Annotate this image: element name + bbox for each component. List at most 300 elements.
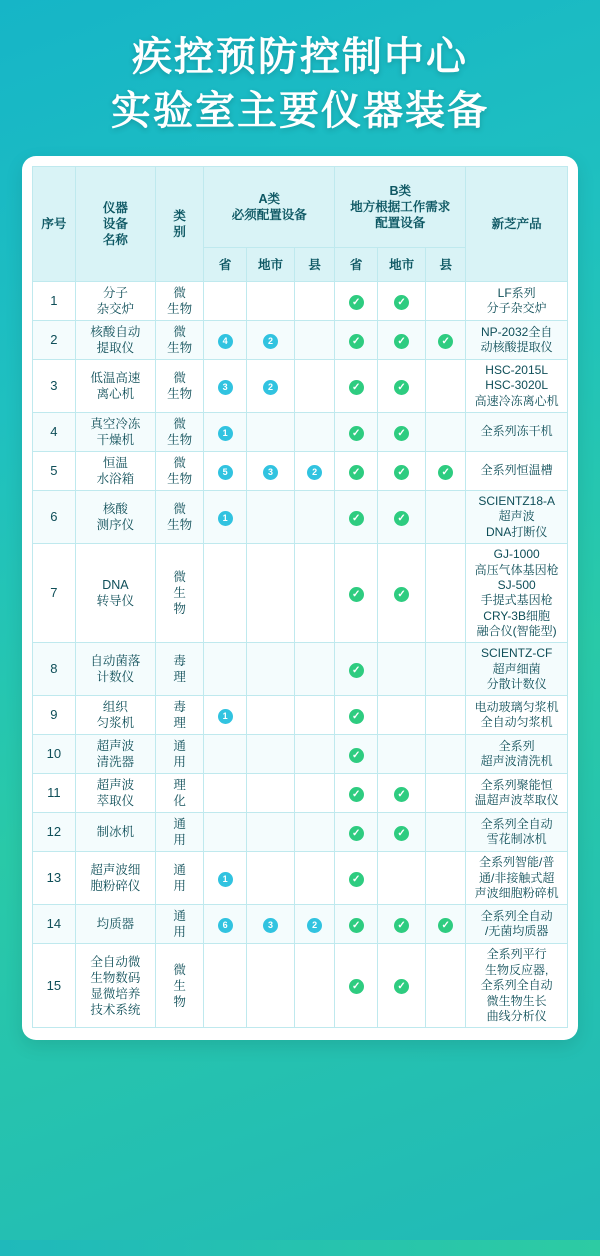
- product-line: 动核酸提取仪: [480, 340, 553, 354]
- product-line: 微生物生长: [486, 993, 547, 1008]
- cell-a-province: [204, 544, 247, 643]
- cell-b-province: [335, 735, 378, 774]
- table-row: [33, 944, 568, 1028]
- bottom-bar: [0, 1240, 600, 1256]
- cell-b-city: [378, 413, 426, 452]
- check-icon: ✓: [394, 511, 409, 526]
- equipment-name-line: 低温高速: [90, 371, 141, 386]
- product-line: SCIENTZ18-A: [478, 494, 555, 509]
- cell-a-city: [246, 696, 294, 735]
- category-line: 生物: [167, 302, 193, 316]
- cell-equipment-name: [75, 696, 155, 735]
- cell-a-province: [204, 774, 247, 813]
- table-head: [33, 167, 568, 282]
- category-line: 毒: [173, 700, 186, 715]
- cell-b-city: [378, 643, 426, 696]
- cell-equipment-name: [75, 735, 155, 774]
- count-badge: 6: [218, 918, 233, 933]
- cell-b-city: [378, 852, 426, 905]
- cell-a-city: [246, 813, 294, 852]
- check-icon: ✓: [349, 426, 364, 441]
- check-icon: ✓: [349, 380, 364, 395]
- cell-b-province: [335, 452, 378, 491]
- product-line: NP-2032全自: [480, 324, 553, 339]
- equipment-name-line: 转导仪: [96, 594, 135, 609]
- check-icon: ✓: [394, 380, 409, 395]
- cell-product: [466, 774, 568, 813]
- header-product: 新芝产品: [466, 167, 568, 282]
- cell-category: [156, 813, 204, 852]
- cell-equipment-name: [75, 643, 155, 696]
- table-row: [33, 643, 568, 696]
- cell-category: [156, 452, 204, 491]
- table-row: [33, 813, 568, 852]
- equipment-name-line: 全自动微: [90, 954, 141, 969]
- equipment-name-line: 杂交炉: [96, 302, 135, 316]
- check-icon: ✓: [394, 979, 409, 994]
- table-row: [33, 905, 568, 944]
- cell-category: [156, 852, 204, 905]
- cell-equipment-name: [75, 544, 155, 643]
- cell-equipment-name: [75, 282, 155, 321]
- header-group-a-line-1: A类: [258, 192, 280, 207]
- check-icon: ✓: [349, 787, 364, 802]
- header-b-city: 地市: [378, 248, 426, 282]
- cell-product: [466, 643, 568, 696]
- equipment-name-line: 制冰机: [96, 825, 135, 840]
- product-line: 超声细菌: [492, 661, 541, 676]
- cell-a-county: [295, 544, 335, 643]
- category-line: 生: [173, 586, 186, 601]
- cell-a-county: [295, 282, 335, 321]
- cell-product: [466, 360, 568, 413]
- category-line: 用: [173, 755, 186, 770]
- cell-no: 6: [33, 491, 76, 544]
- check-icon: ✓: [394, 426, 409, 441]
- cell-product: [466, 282, 568, 321]
- cell-a-province: [204, 696, 247, 735]
- check-icon: ✓: [349, 826, 364, 841]
- header-a-city: 地市: [246, 248, 294, 282]
- cell-a-city: [246, 774, 294, 813]
- cell-a-province: [204, 413, 247, 452]
- cell-equipment-name: [75, 491, 155, 544]
- cell-b-city: [378, 544, 426, 643]
- cell-b-province: [335, 905, 378, 944]
- category-line: 微: [173, 325, 186, 339]
- table-row: [33, 452, 568, 491]
- cell-equipment-name: [75, 774, 155, 813]
- equipment-name-line: 均质器: [96, 917, 135, 932]
- cell-b-county: [426, 282, 466, 321]
- count-badge: 1: [218, 511, 233, 526]
- check-icon: ✓: [438, 334, 453, 349]
- cell-b-county: [426, 360, 466, 413]
- product-line: 全系列平行: [486, 947, 547, 962]
- category-line: 通: [173, 909, 186, 924]
- cell-b-province: [335, 643, 378, 696]
- check-icon: ✓: [349, 748, 364, 763]
- header-name: [75, 167, 155, 282]
- product-line: 全系列恒温槽: [480, 463, 553, 478]
- check-icon: ✓: [394, 918, 409, 933]
- category-line: 理: [173, 716, 186, 731]
- cell-product: [466, 905, 568, 944]
- table-row: [33, 360, 568, 413]
- category-line: 通: [173, 863, 186, 878]
- cell-a-province: [204, 360, 247, 413]
- cell-a-county: [295, 491, 335, 544]
- table-body: [33, 282, 568, 1028]
- product-line: /无菌均质器: [484, 924, 549, 939]
- cell-a-city: [246, 852, 294, 905]
- cell-b-city: [378, 905, 426, 944]
- check-icon: ✓: [438, 465, 453, 480]
- cell-equipment-name: [75, 321, 155, 360]
- product-line: DNA打断仪: [485, 524, 548, 539]
- product-line: 雪花制冰机: [486, 832, 547, 847]
- cell-b-province: [335, 813, 378, 852]
- cell-no: 2: [33, 321, 76, 360]
- cell-b-county: [426, 491, 466, 544]
- equipment-name-line: 提取仪: [96, 341, 135, 355]
- cell-a-province: [204, 491, 247, 544]
- equipment-name-line: 分子: [102, 286, 128, 300]
- cell-a-province: [204, 905, 247, 944]
- cell-a-province: [204, 944, 247, 1028]
- equipment-name-line: 超声波: [96, 778, 135, 793]
- table-row: [33, 696, 568, 735]
- equipment-name-line: 超声波细: [90, 863, 141, 878]
- count-badge: 5: [218, 465, 233, 480]
- cell-category: [156, 774, 204, 813]
- product-line: 超声波清洗机: [480, 754, 553, 769]
- equipment-name-line: 显微培养: [90, 986, 141, 1001]
- cell-no: 8: [33, 643, 76, 696]
- product-line: 融合仪(智能型): [476, 623, 557, 638]
- count-badge: 2: [307, 918, 322, 933]
- count-badge: 1: [218, 426, 233, 441]
- table-row: [33, 735, 568, 774]
- category-line: 通: [173, 817, 186, 832]
- cell-b-city: [378, 735, 426, 774]
- product-line: 全系列冻干机: [480, 424, 553, 439]
- check-icon: ✓: [394, 334, 409, 349]
- cell-no: 5: [33, 452, 76, 491]
- cell-b-city: [378, 944, 426, 1028]
- table-row: [33, 491, 568, 544]
- product-line: 曲线分析仪: [486, 1008, 547, 1023]
- cell-b-county: [426, 452, 466, 491]
- check-icon: ✓: [349, 334, 364, 349]
- cell-b-city: [378, 360, 426, 413]
- cell-category: [156, 643, 204, 696]
- product-line: 全系列: [498, 739, 535, 754]
- header-name-line-3: 名称: [102, 233, 128, 247]
- cell-b-province: [335, 544, 378, 643]
- cell-category: [156, 413, 204, 452]
- cell-b-province: [335, 774, 378, 813]
- cell-category: [156, 491, 204, 544]
- header-name-line-1: 仪器: [102, 201, 128, 215]
- cell-product: [466, 735, 568, 774]
- cell-equipment-name: [75, 905, 155, 944]
- check-icon: ✓: [349, 918, 364, 933]
- cell-b-city: [378, 696, 426, 735]
- equipment-name-line: 计数仪: [96, 670, 135, 685]
- check-icon: ✓: [349, 295, 364, 310]
- table-row: [33, 852, 568, 905]
- product-line: 全系列全自动: [480, 817, 553, 832]
- cell-a-county: [295, 905, 335, 944]
- check-icon: ✓: [349, 872, 364, 887]
- category-line: 用: [173, 833, 186, 848]
- equipment-name-line: 清洗器: [96, 755, 135, 770]
- table-row: [33, 282, 568, 321]
- cell-b-county: [426, 735, 466, 774]
- cell-category: [156, 544, 204, 643]
- category-line: 生物: [167, 433, 193, 448]
- cell-a-county: [295, 452, 335, 491]
- category-line: 生物: [167, 518, 193, 533]
- cell-a-city: [246, 643, 294, 696]
- cell-no: 7: [33, 544, 76, 643]
- cell-b-city: [378, 321, 426, 360]
- product-line: 声波细胞粉碎机: [474, 886, 559, 901]
- equipment-name-line: DNA: [102, 578, 129, 593]
- cell-b-province: [335, 282, 378, 321]
- header-no: 序号: [33, 167, 76, 282]
- cell-a-province: [204, 452, 247, 491]
- cell-a-county: [295, 643, 335, 696]
- header-category-line-2: 别: [173, 225, 186, 239]
- equipment-table: [32, 166, 568, 1028]
- cell-equipment-name: [75, 944, 155, 1028]
- equipment-name-line: 技术系统: [90, 1002, 141, 1017]
- check-icon: ✓: [349, 979, 364, 994]
- product-line: 手提式基因枪: [480, 593, 553, 608]
- category-line: 用: [173, 925, 186, 940]
- product-line: HSC-3020L: [485, 378, 548, 393]
- cell-a-province: [204, 643, 247, 696]
- check-icon: ✓: [349, 709, 364, 724]
- cell-no: 10: [33, 735, 76, 774]
- cell-product: [466, 852, 568, 905]
- cell-product: [466, 413, 568, 452]
- cell-a-province: [204, 321, 247, 360]
- header-group-a: [204, 167, 335, 248]
- cell-b-city: [378, 491, 426, 544]
- cell-a-city: [246, 282, 294, 321]
- cell-a-county: [295, 774, 335, 813]
- product-line: 全系列聚能恒: [480, 778, 553, 793]
- equipment-name-line: 恒温: [102, 456, 128, 471]
- cell-a-county: [295, 852, 335, 905]
- cell-b-city: [378, 813, 426, 852]
- equipment-name-line: 水浴箱: [96, 472, 135, 487]
- cell-no: 9: [33, 696, 76, 735]
- cell-no: 15: [33, 944, 76, 1028]
- category-line: 微: [173, 456, 186, 471]
- product-line: 全系列全自动: [480, 909, 553, 924]
- header-b-province: 省: [335, 248, 378, 282]
- cell-a-county: [295, 813, 335, 852]
- check-icon: ✓: [349, 465, 364, 480]
- cell-a-county: [295, 735, 335, 774]
- cell-category: [156, 905, 204, 944]
- equipment-name-line: 超声波: [96, 739, 135, 754]
- product-line: SCIENTZ-CF: [480, 646, 553, 661]
- cell-a-city: [246, 491, 294, 544]
- cell-no: 3: [33, 360, 76, 413]
- cell-equipment-name: [75, 452, 155, 491]
- cell-b-county: [426, 321, 466, 360]
- header-a-province: 省: [204, 248, 247, 282]
- check-icon: ✓: [394, 587, 409, 602]
- cell-b-city: [378, 452, 426, 491]
- category-line: 微: [173, 502, 186, 517]
- cell-b-province: [335, 413, 378, 452]
- product-line: 高速冷冻离心机: [474, 393, 559, 408]
- category-line: 理: [173, 778, 186, 793]
- cell-b-province: [335, 944, 378, 1028]
- cell-no: 1: [33, 282, 76, 321]
- cell-b-province: [335, 491, 378, 544]
- cell-product: [466, 491, 568, 544]
- check-icon: ✓: [438, 918, 453, 933]
- cell-b-province: [335, 696, 378, 735]
- cell-a-city: [246, 905, 294, 944]
- cell-product: [466, 452, 568, 491]
- cell-b-province: [335, 852, 378, 905]
- count-badge: 4: [218, 334, 233, 349]
- product-line: 全系列全自动: [480, 978, 553, 993]
- count-badge: 3: [263, 465, 278, 480]
- header-group-a-line-2: 必须配置设备: [231, 208, 307, 223]
- header-group-b: [335, 167, 466, 248]
- table-row: [33, 413, 568, 452]
- category-line: 微: [173, 286, 186, 300]
- check-icon: ✓: [349, 511, 364, 526]
- poster-title: [22, 30, 578, 138]
- category-line: 微: [173, 417, 186, 432]
- equipment-name-line: 萃取仪: [96, 794, 135, 809]
- cell-category: [156, 735, 204, 774]
- category-line: 物: [173, 602, 186, 617]
- cell-no: 11: [33, 774, 76, 813]
- cell-a-province: [204, 282, 247, 321]
- cell-product: [466, 696, 568, 735]
- product-line: SJ-500: [497, 577, 536, 592]
- category-line: 物: [173, 994, 186, 1009]
- category-line: 微: [173, 962, 186, 977]
- product-line: 全系列智能/普: [478, 855, 555, 870]
- equipment-name-line: 测序仪: [96, 518, 135, 533]
- cell-b-province: [335, 360, 378, 413]
- header-b-county: 县: [426, 248, 466, 282]
- cell-category: [156, 696, 204, 735]
- check-icon: ✓: [349, 663, 364, 678]
- product-line: 通/非接触式超: [478, 870, 555, 885]
- equipment-name-line: 生物数码: [90, 970, 141, 985]
- product-line: CRY-3B细胞: [483, 608, 550, 623]
- cell-b-county: [426, 413, 466, 452]
- cell-equipment-name: [75, 413, 155, 452]
- header-name-line-2: 设备: [102, 217, 128, 231]
- cell-b-county: [426, 696, 466, 735]
- category-line: 理: [173, 670, 186, 685]
- header-row-1: [33, 167, 568, 248]
- cell-category: [156, 321, 204, 360]
- cell-no: 12: [33, 813, 76, 852]
- cell-a-county: [295, 360, 335, 413]
- cell-a-county: [295, 413, 335, 452]
- count-badge: 1: [218, 709, 233, 724]
- cell-a-city: [246, 360, 294, 413]
- table-card: [22, 156, 578, 1040]
- cell-a-city: [246, 413, 294, 452]
- count-badge: 2: [263, 334, 278, 349]
- cell-a-province: [204, 735, 247, 774]
- category-line: 微: [173, 570, 186, 585]
- product-line: GJ-1000: [493, 547, 540, 562]
- count-badge: 2: [307, 465, 322, 480]
- title-line-2: 实验室主要仪器装备: [111, 89, 489, 133]
- cell-product: [466, 944, 568, 1028]
- product-line: 生物反应器,: [484, 962, 549, 977]
- header-group-b-line-1: B类: [389, 184, 412, 199]
- count-badge: 3: [263, 918, 278, 933]
- cell-b-county: [426, 813, 466, 852]
- cell-equipment-name: [75, 852, 155, 905]
- product-line: 高压气体基因枪: [474, 562, 559, 577]
- category-line: 用: [173, 879, 186, 894]
- equipment-name-line: 核酸自动: [90, 325, 141, 339]
- cell-b-city: [378, 774, 426, 813]
- header-group-b-line-3: 配置设备: [375, 216, 426, 231]
- product-line: 全自动匀浆机: [480, 715, 553, 730]
- header-category-line-1: 类: [173, 209, 186, 223]
- product-line: 分散计数仪: [486, 677, 547, 692]
- cell-no: 14: [33, 905, 76, 944]
- cell-a-city: [246, 452, 294, 491]
- category-line: 毒: [173, 654, 186, 669]
- cell-b-county: [426, 774, 466, 813]
- equipment-name-line: 自动菌落: [90, 654, 141, 669]
- category-line: 生物: [167, 341, 193, 355]
- cell-category: [156, 282, 204, 321]
- equipment-name-line: 离心机: [96, 387, 135, 402]
- equipment-name-line: 组织: [102, 700, 128, 715]
- table-row: [33, 544, 568, 643]
- cell-a-province: [204, 813, 247, 852]
- product-line: 分子杂交炉: [486, 301, 547, 315]
- cell-category: [156, 944, 204, 1028]
- cell-a-province: [204, 852, 247, 905]
- equipment-name-line: 真空冷冻: [90, 417, 141, 432]
- cell-a-city: [246, 944, 294, 1028]
- product-line: 超声波: [498, 509, 535, 524]
- cell-equipment-name: [75, 360, 155, 413]
- cell-b-county: [426, 643, 466, 696]
- cell-a-county: [295, 944, 335, 1028]
- cell-no: 4: [33, 413, 76, 452]
- check-icon: ✓: [394, 826, 409, 841]
- cell-product: [466, 321, 568, 360]
- cell-b-county: [426, 852, 466, 905]
- cell-product: [466, 813, 568, 852]
- product-line: 电动玻璃匀浆机: [474, 700, 559, 715]
